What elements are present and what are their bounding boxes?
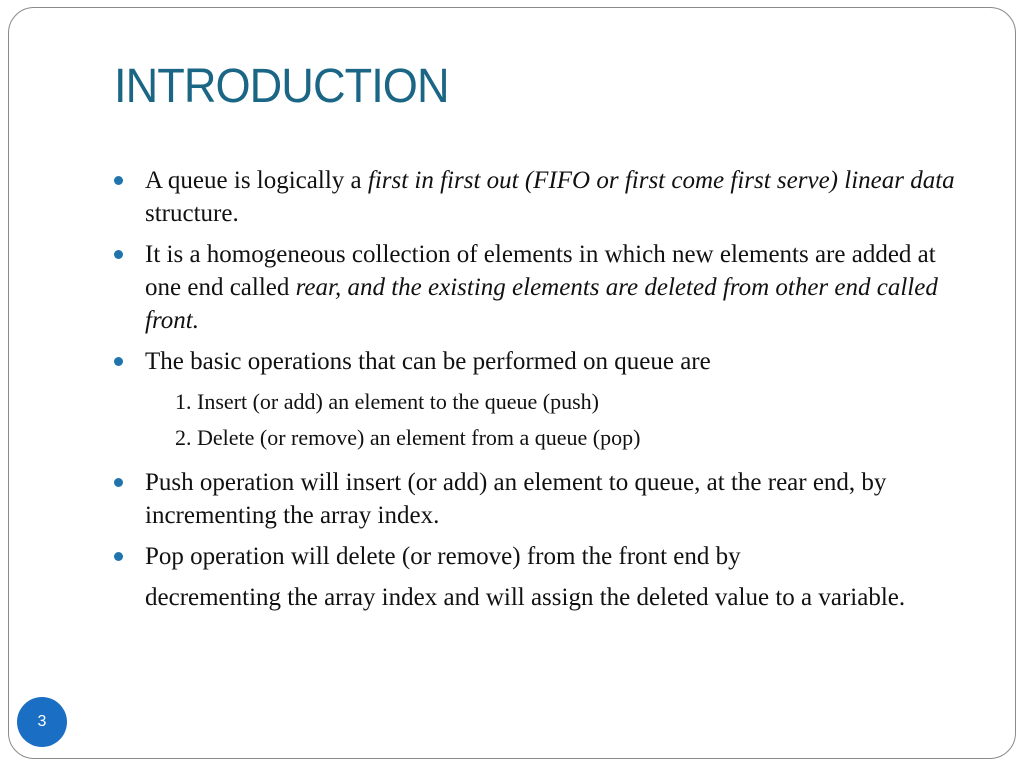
bullet-dot-icon xyxy=(114,176,123,185)
bullet-item xyxy=(114,164,964,230)
slide-title: INTRODUCTION xyxy=(114,60,449,113)
operation-item: 1. Insert (or add) an element to the queue (push) xyxy=(175,389,599,414)
bullet-text: The basic operations that can be performed on queue are xyxy=(145,348,711,375)
slide-body xyxy=(114,164,964,622)
bullet-text: Push operation will insert (or add) an element to queue, at the rear end, by incrementing the array index. xyxy=(145,469,887,529)
bullet-dot-icon xyxy=(114,478,123,487)
bullet-dot-icon xyxy=(114,357,123,366)
bullet-item xyxy=(114,345,964,378)
bullet-text-italic: rear, and the existing elements are deleted from other end called front. xyxy=(145,274,938,334)
bullet-text: A queue is logically a xyxy=(145,167,368,194)
bullet-dot-icon xyxy=(114,250,123,259)
bullet-item xyxy=(114,238,964,337)
page-number-badge: 3 xyxy=(17,697,67,747)
operation-item: 2. Delete (or remove) an element from a queue (pop) xyxy=(175,425,641,450)
bullet-text: Pop operation will delete (or remove) from the front end by xyxy=(145,543,741,570)
bullet-dot-icon xyxy=(114,552,123,561)
bullet-text: decrementing the array index and will assign the deleted value to a variable. xyxy=(145,584,906,611)
bullet-text: It is a homogeneous collection of elements in which new elements are added at one end called xyxy=(145,241,936,301)
bullet-text: structure. xyxy=(145,200,239,227)
bullet-text-italic: first in first out (FIFO or first come first serve) linear data xyxy=(367,167,955,194)
bullet-item xyxy=(114,466,964,532)
bullet-item xyxy=(114,540,964,614)
operations-list xyxy=(114,384,964,456)
